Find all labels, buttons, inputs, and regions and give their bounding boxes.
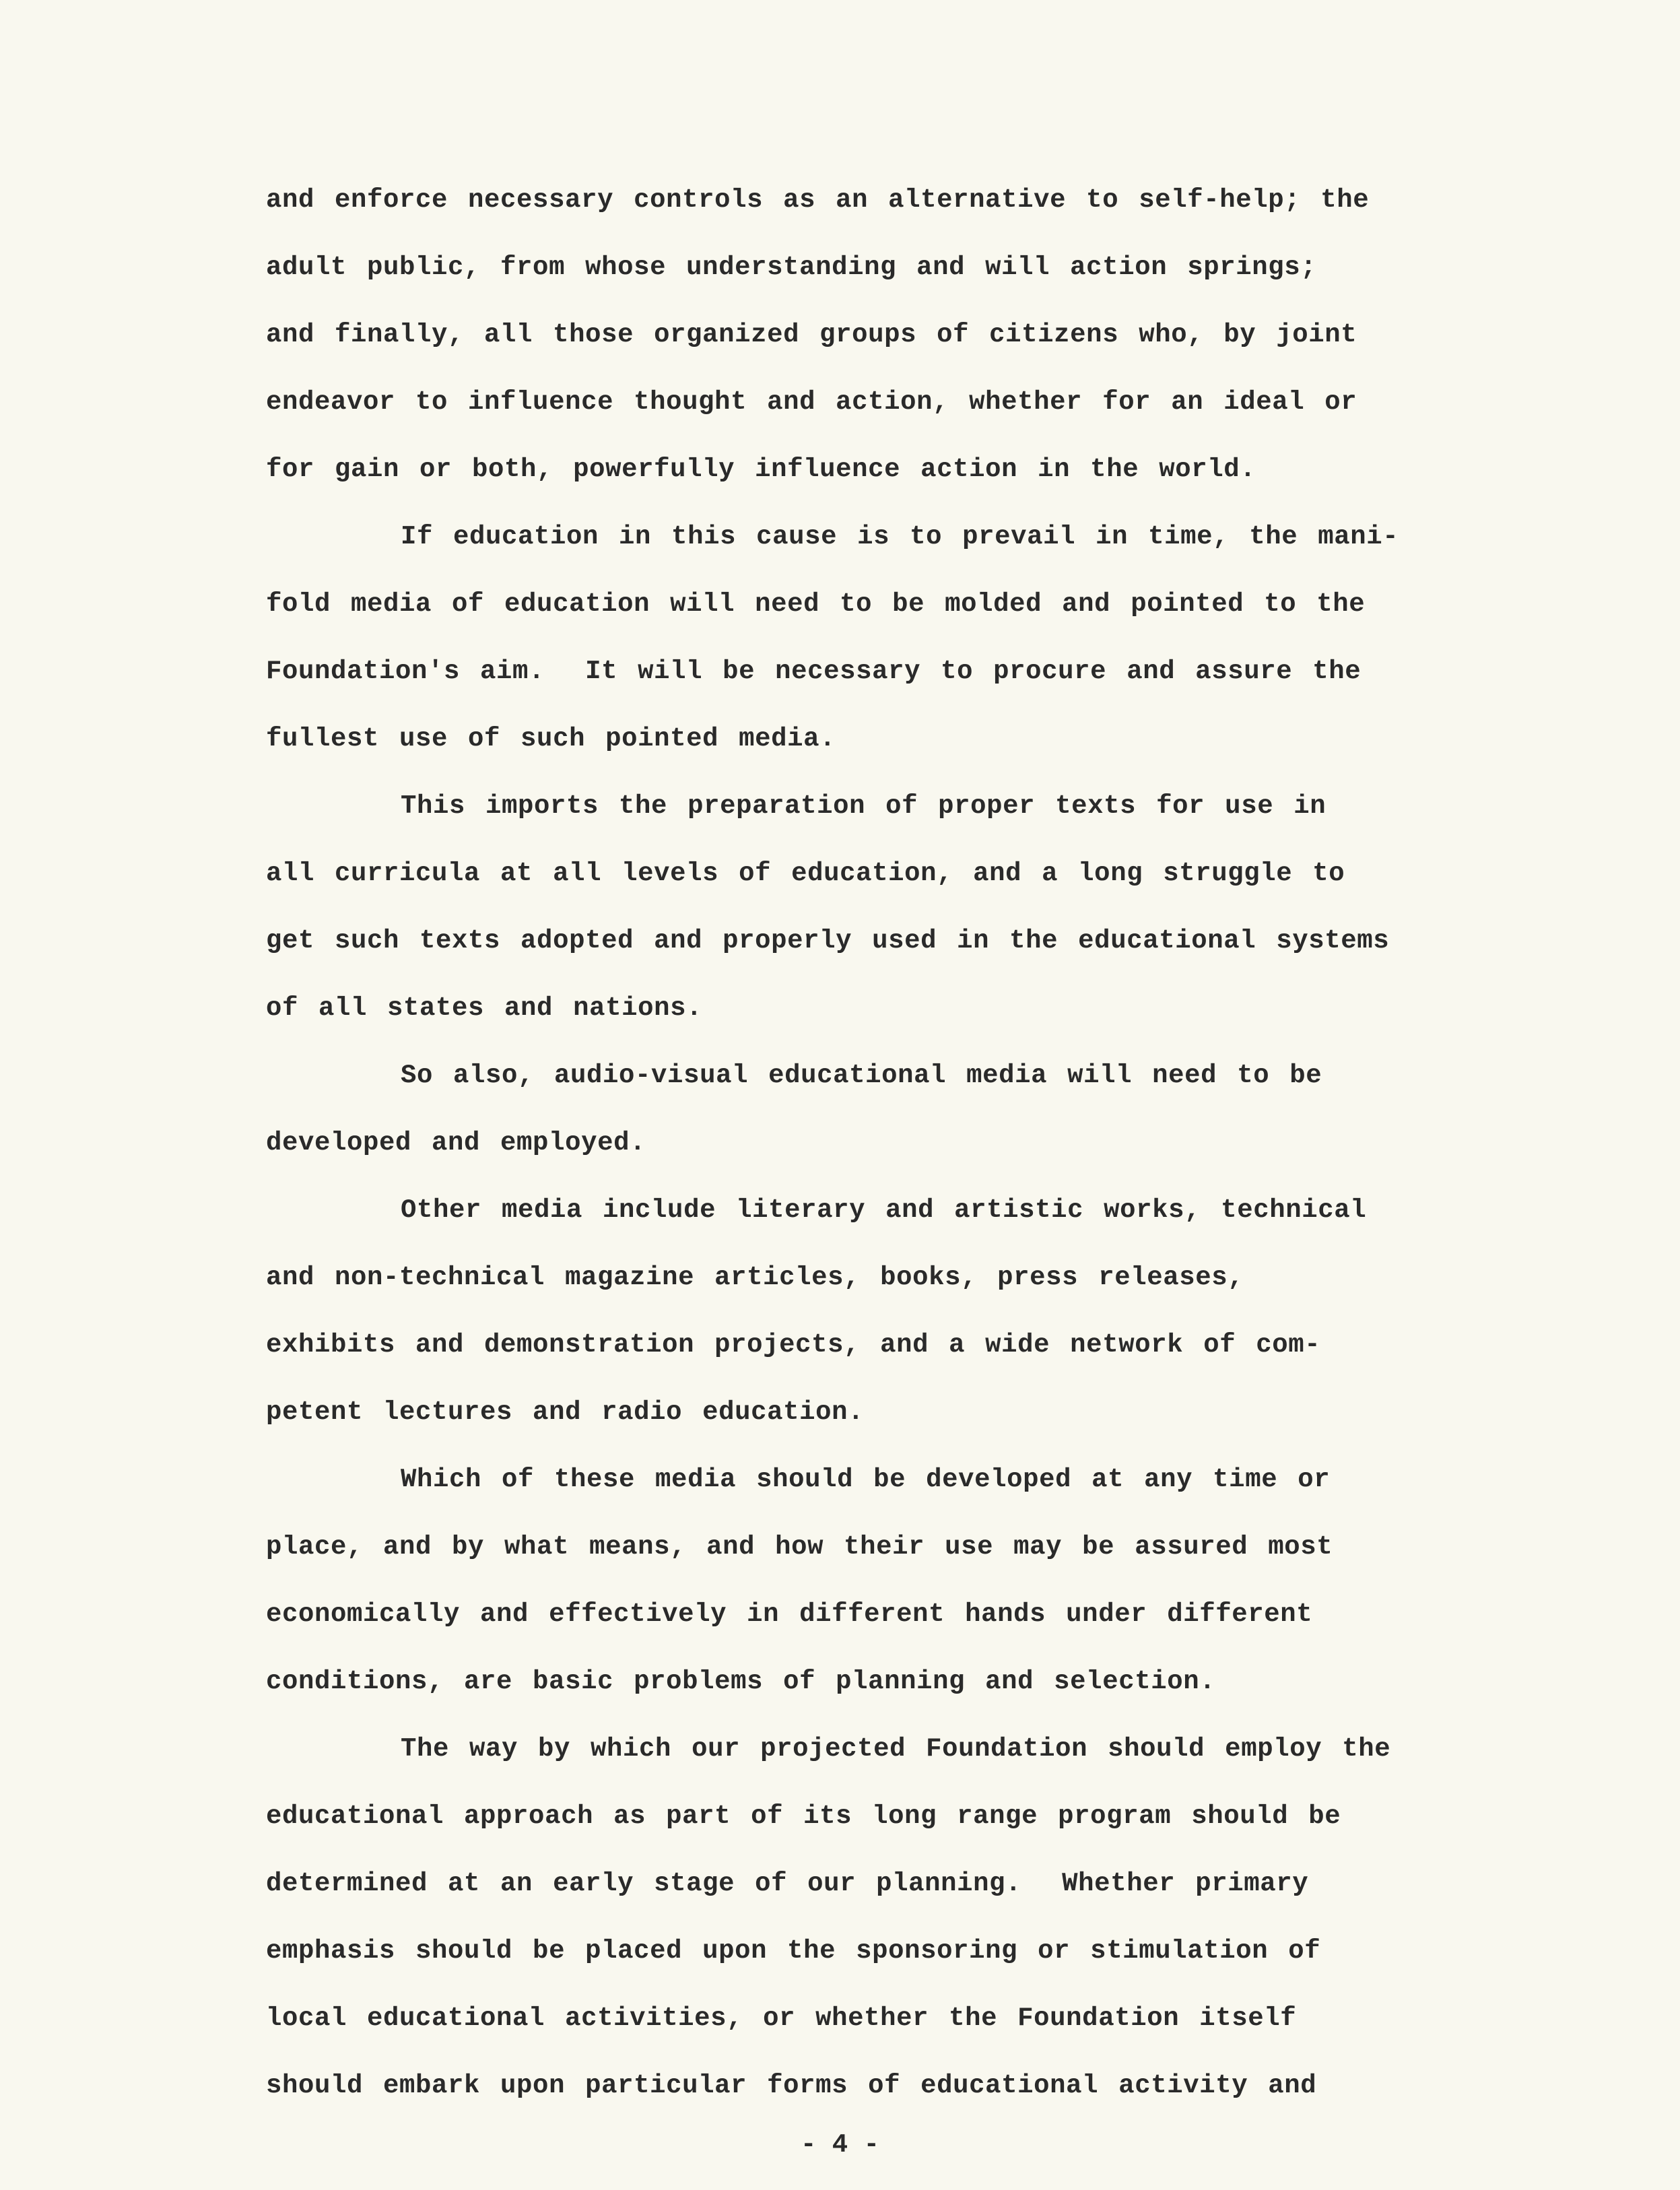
- text-line: and finally, all those organized groups of citizens who, by joint: [266, 320, 1357, 350]
- text-line: Other media include literary and artistic works, technical: [401, 1195, 1367, 1225]
- text-line: emphasis should be placed upon the sponsoring or stimulation of: [266, 1936, 1321, 1966]
- text-line: all curricula at all levels of education, and a long struggle to: [266, 859, 1345, 888]
- text-line: of all states and nations.: [266, 993, 703, 1023]
- text-line: and enforce necessary controls as an alternative to self-help; the: [266, 185, 1370, 215]
- text-line: for gain or both, powerfully influence action in the world.: [266, 455, 1256, 484]
- text-line: This imports the preparation of proper texts for use in: [401, 791, 1326, 821]
- text-line: educational approach as part of its long range program should be: [266, 1801, 1341, 1831]
- text-line: local educational activities, or whether the Foundation itself: [266, 2003, 1297, 2033]
- text-line: Which of these media should be developed at any time or: [401, 1465, 1331, 1494]
- text-line: and non-technical magazine articles, books, press releases,: [266, 1263, 1244, 1292]
- text-line: endeavor to influence thought and action, whether for an ideal or: [266, 387, 1357, 417]
- text-line: If education in this cause is to prevail in time, the mani-: [401, 522, 1399, 552]
- text-line: Foundation's aim. It will be necessary to procure and assure the: [266, 657, 1362, 686]
- text-line: should embark upon particular forms of educational activity and: [266, 2071, 1317, 2100]
- text-line: economically and effectively in different hands under different: [266, 1599, 1313, 1629]
- text-line: adult public, from whose understanding and will action springs;: [266, 253, 1317, 282]
- text-line: developed and employed.: [266, 1128, 646, 1158]
- text-line: exhibits and demonstration projects, and a wide network of com-: [266, 1330, 1321, 1360]
- text-line: fullest use of such pointed media.: [266, 724, 836, 754]
- text-line: place, and by what means, and how their use may be assured most: [266, 1532, 1333, 1562]
- text-line: So also, audio-visual educational media will need to be: [401, 1061, 1322, 1090]
- text-line: petent lectures and radio education.: [266, 1397, 865, 1427]
- text-line: determined at an early stage of our planning. Whether primary: [266, 1869, 1309, 1898]
- text-line: The way by which our projected Foundation should employ the: [401, 1734, 1391, 1764]
- page-number: - 4 -: [800, 2130, 880, 2160]
- document-body: [266, 176, 1451, 2129]
- text-line: conditions, are basic problems of planning and selection.: [266, 1667, 1216, 1696]
- text-line: fold media of education will need to be molded and pointed to the: [266, 589, 1366, 619]
- text-line: get such texts adopted and properly used in the educational systems: [266, 926, 1390, 956]
